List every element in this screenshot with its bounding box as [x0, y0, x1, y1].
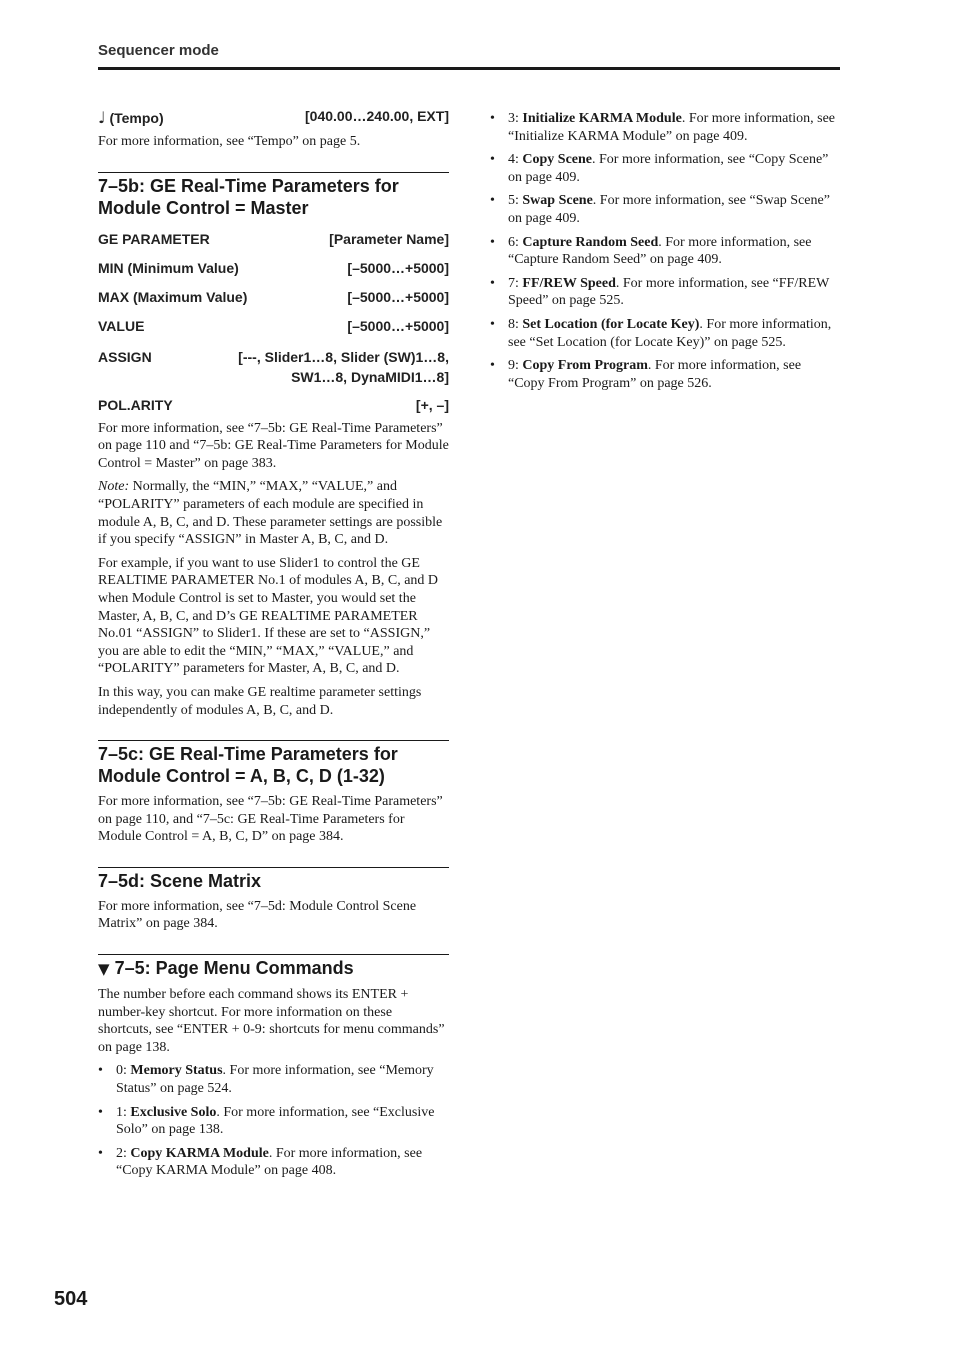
- paragraph: For example, if you want to use Slider1 to control the GE REALTIME PARAMETER No.1 of modules A, B, C, and D when Module Control is set to Master, you would set the Master, A, B, C, and D’s GE REALTIME PARAMETER No.01 “ASSIGN” to Slider1. If these are set to “ASSIGN,” you are able to edit the “MIN,” “MAX,” “VALUE,” and “POLARITY” parameters for Master, A, B, C, and D.: [98, 555, 439, 677]
- tempo-param: [98, 108, 449, 127]
- tempo-range: [040.00…240.00, EXT]: [305, 108, 449, 124]
- bullet-icon: •: [490, 193, 495, 209]
- param-max: MAX (Maximum Value) [–5000…+5000]: [98, 288, 449, 305]
- list-item: • 4: Copy Scene. For more information, see “Copy Scene” on page 409.: [490, 152, 829, 185]
- param-ge-parameter: GE PARAMETER [Parameter Name]: [98, 230, 449, 247]
- list-item: • 8: Set Location (for Locate Key). For more information, see “Set Location (for Locate Key)” on page 525.: [490, 316, 832, 350]
- bullet-icon: •: [490, 234, 495, 250]
- param-polarity: POL.ARITY [+, –]: [98, 396, 449, 413]
- list-item: • 7: FF/REW Speed. For more information, see “FF/REW Speed” on page 525.: [490, 275, 830, 309]
- param-value: VALUE [–5000…+5000]: [98, 317, 449, 334]
- list-item: • 6: Capture Random Seed. For more information, see “Capture Random Seed” on page 409.: [490, 234, 812, 268]
- section-heading-7-5d: 7–5d: Scene Matrix: [98, 867, 449, 892]
- quarter-note-icon: ♩: [98, 108, 106, 127]
- section-heading-page-menu: ▼ 7–5: Page Menu Commands: [98, 954, 449, 980]
- bullet-icon: •: [490, 358, 495, 374]
- left-column: [98, 108, 449, 1180]
- list-item: • 2: Copy KARMA Module. For more information, see “Copy KARMA Module” on page 408.: [98, 1145, 423, 1179]
- bullet-icon: •: [98, 1063, 103, 1079]
- section-heading-7-5c: 7–5c: GE Real-Time Parameters for Module Control = A, B, C, D (1-32): [98, 740, 449, 787]
- triangle-down-icon: ▼: [98, 960, 110, 979]
- tempo-desc: For more information, see “Tempo” on page 5.: [98, 134, 361, 149]
- list-item: • 9: Copy From Program. For more information, see “Copy From Program” on page 526.: [490, 358, 802, 391]
- running-header: Sequencer mode: [98, 42, 219, 59]
- bullet-icon: •: [98, 1104, 103, 1120]
- bullet-icon: •: [490, 275, 495, 291]
- paragraph: For more information, see “7–5b: GE Real-Time Parameters” on page 110 and “7–5b: GE Real-Time Parameters for Module Control = Master” on page 383.: [98, 420, 449, 471]
- section-heading-7-5b: 7–5b: GE Real-Time Parameters for Module Control = Master: [98, 172, 449, 219]
- note-paragraph: Note: Normally, the “MIN,” “MAX,” “VALUE,” and “POLARITY” parameters of each module are specified in module A, B, C, and D. These parameter settings are possible if you specify “ASSIGN” in Master A, B, C, and D.: [98, 479, 443, 548]
- note-label: Note:: [98, 479, 130, 495]
- bullet-icon: •: [98, 1145, 103, 1161]
- header-rule: [98, 67, 840, 70]
- menu-command-list: [98, 1062, 449, 1180]
- list-item: • 3: Initialize KARMA Module. For more information, see “Initialize KARMA Module” on page 409.: [490, 111, 836, 144]
- paragraph: For more information, see “7–5b: GE Real-Time Parameters” on page 110, and “7–5c: GE Real-Time Parameters for Module Control = A, B, C, D” on page 384.: [98, 794, 443, 845]
- paragraph: For more information, see “7–5d: Module Control Scene Matrix” on page 384.: [98, 898, 417, 932]
- bullet-icon: •: [490, 111, 495, 126]
- page-number: 504: [54, 1288, 88, 1310]
- right-column: [490, 110, 840, 392]
- paragraph: The number before each command shows its ENTER + number-key shortcut. For more information on these shortcuts, see “ENTER + 0-9: shortcuts for menu commands” on page 138.: [98, 987, 445, 1055]
- param-assign: ASSIGN [---, Slider1…8, Slider (SW)1…8, SW1…8, DynaMIDI1…8]: [98, 348, 449, 385]
- bullet-icon: •: [490, 316, 495, 332]
- paragraph: In this way, you can make GE realtime parameter settings independently of modules A, B, C, and D.: [98, 684, 422, 718]
- list-item: • 0: Memory Status. For more information, see “Memory Status” on page 524.: [98, 1063, 434, 1097]
- tempo-label: (Tempo): [109, 110, 164, 126]
- param-min: MIN (Minimum Value) [–5000…+5000]: [98, 259, 449, 276]
- list-item: • 5: Swap Scene. For more information, see “Swap Scene” on page 409.: [490, 193, 830, 226]
- bullet-icon: •: [490, 152, 495, 168]
- list-item: • 1: Exclusive Solo. For more information, see “Exclusive Solo” on page 138.: [98, 1104, 435, 1138]
